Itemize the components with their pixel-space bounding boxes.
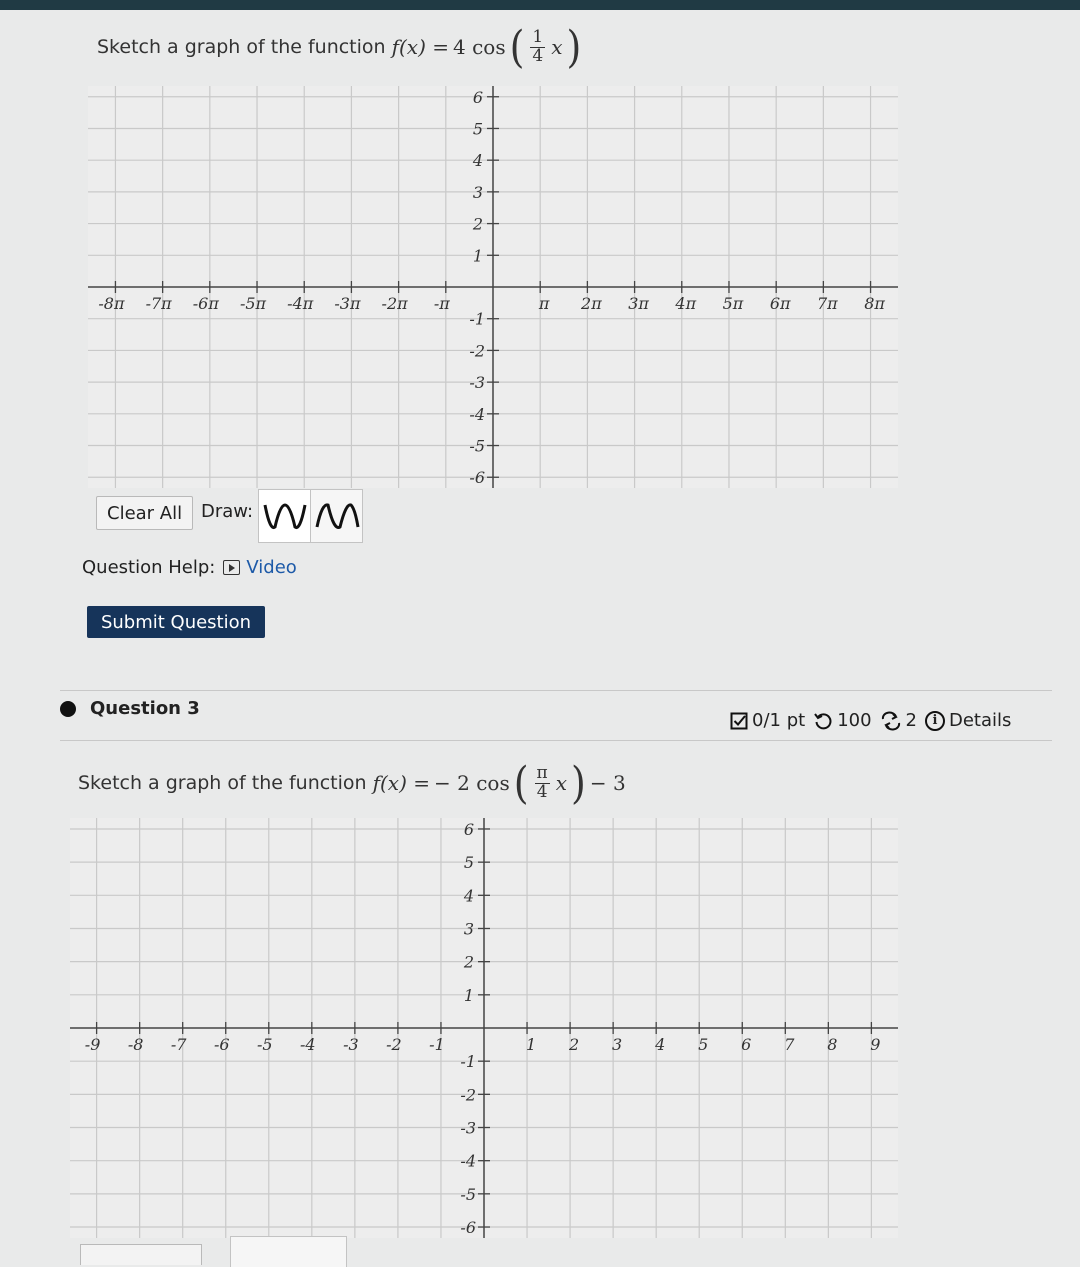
x-tick-label: -1 (429, 1035, 445, 1054)
submit-question-button[interactable]: Submit Question (87, 606, 265, 638)
help-label: Question Help: (82, 557, 216, 578)
cosine-wave-tool[interactable] (311, 490, 362, 542)
retry-icon (813, 711, 833, 731)
status-dot-icon (60, 701, 76, 717)
divider (60, 740, 1052, 741)
x-tick-label: -2 (386, 1035, 402, 1054)
x-tick-label: 2π (581, 294, 602, 313)
points-badge: 0/1 pt (730, 710, 805, 731)
y-tick-label: -6 (469, 468, 485, 488)
video-label: Video (246, 557, 297, 578)
details-link[interactable]: i Details (925, 710, 1011, 731)
x-tick-label: 9 (870, 1035, 881, 1054)
x-tick-label: 8π (864, 294, 885, 313)
x-tick-label: 5 (698, 1035, 709, 1054)
question-meta (730, 710, 1011, 731)
y-tick-label: 1 (472, 246, 483, 266)
graph-canvas[interactable] (88, 86, 898, 488)
draw-label: Draw: (201, 501, 254, 522)
x-tick-label: -8 (127, 1035, 144, 1054)
question-2-prompt (97, 21, 582, 73)
x-tick-label: 3π (628, 294, 649, 313)
fraction-numerator: 1 (532, 26, 544, 47)
x-tick-label: -9 (84, 1035, 101, 1054)
y-tick-label: 3 (463, 919, 474, 939)
draw-tools-partial (230, 1236, 347, 1267)
y-tick-label: 6 (463, 819, 474, 839)
function-constant: − 3 (589, 771, 626, 795)
x-tick-label: -6π (192, 294, 219, 313)
prompt-text: Sketch a graph of the function (97, 36, 386, 58)
x-tick-label: 2 (568, 1035, 580, 1054)
y-tick-label: -5 (460, 1184, 476, 1204)
x-tick-label: -2π (381, 294, 408, 313)
clear-all-button[interactable]: Clear All (96, 496, 193, 530)
function-coefficient: − 2 cos (434, 771, 510, 795)
fraction-denominator: 4 (536, 781, 548, 802)
retries-badge: 100 (813, 710, 871, 731)
y-tick-label: -1 (469, 309, 485, 329)
attempts-icon (880, 711, 902, 731)
function-variable: x (555, 771, 567, 795)
y-tick-label: 5 (463, 853, 474, 873)
graph-question-3[interactable] (70, 818, 898, 1238)
x-tick-label: -4 (300, 1035, 316, 1054)
cosine-wave-icon (314, 497, 360, 535)
attempts-badge: 2 (880, 710, 917, 731)
question-help (82, 557, 297, 578)
x-tick-label: -5 (256, 1035, 273, 1054)
x-tick-label: -6 (213, 1035, 230, 1054)
question-3-header (60, 698, 200, 719)
prompt-text: Sketch a graph of the function (78, 772, 367, 794)
function-expression: f(x) = 4 cos ( $\frac{1}{4}$ x ) (391, 21, 582, 73)
clear-all-button-partial[interactable] (80, 1244, 202, 1265)
sine-wave-tool[interactable] (259, 490, 311, 542)
y-tick-label: -2 (469, 341, 485, 361)
x-tick-label: 4π (675, 294, 697, 313)
y-tick-label: 2 (463, 952, 474, 972)
fraction-numerator: π (536, 762, 548, 783)
draw-tools (258, 489, 363, 543)
top-bar (0, 0, 1080, 10)
y-tick-label: -6 (460, 1218, 476, 1238)
y-tick-label: -4 (460, 1151, 476, 1171)
x-tick-label: -3π (334, 294, 361, 313)
y-tick-label: -1 (460, 1052, 476, 1072)
y-tick-label: -2 (460, 1085, 476, 1105)
y-tick-label: 1 (463, 985, 474, 1005)
y-tick-label: -4 (469, 404, 485, 424)
x-tick-label: 8 (827, 1035, 838, 1054)
fraction-denominator: 4 (532, 45, 544, 66)
graph-question-2[interactable] (88, 86, 898, 488)
x-tick-label: -7π (145, 294, 172, 313)
divider (60, 690, 1052, 691)
sine-wave-icon (262, 497, 308, 535)
question-3-title: Question 3 (90, 698, 200, 719)
x-tick-label: 6 (741, 1035, 752, 1054)
x-tick-label: -5π (239, 294, 267, 313)
y-tick-label: -5 (469, 436, 485, 456)
x-tick-label: 7π (817, 294, 838, 313)
y-tick-label: 4 (472, 151, 483, 171)
x-tick-label: 3 (612, 1035, 623, 1054)
x-tick-label: 6π (769, 294, 791, 313)
x-tick-label: 7 (784, 1035, 795, 1054)
question-3-prompt (78, 757, 626, 809)
function-variable: x (551, 35, 563, 59)
video-icon (223, 560, 240, 575)
video-link[interactable] (223, 557, 296, 578)
x-tick-label: 5π (722, 294, 744, 313)
graph-canvas[interactable] (70, 818, 898, 1238)
info-icon: i (925, 711, 945, 731)
y-tick-label: 3 (472, 182, 483, 202)
checkbox-icon (730, 712, 748, 730)
function-expression: f(x) = − 2 cos ( $\frac{\pi}{4}$ x ) − 3 (372, 757, 626, 809)
y-tick-label: 5 (472, 119, 483, 139)
y-tick-label: 2 (472, 214, 483, 234)
function-lhs: f(x) = (372, 771, 430, 795)
function-lhs: f(x) = (391, 35, 449, 59)
x-tick-label: 1 (525, 1035, 537, 1054)
y-tick-label: -3 (469, 373, 485, 393)
x-tick-label: -8π (98, 294, 125, 313)
y-tick-label: -3 (460, 1118, 476, 1138)
x-tick-label: -7 (170, 1035, 187, 1054)
x-tick-label: 4 (655, 1035, 666, 1054)
x-tick-label: -3 (343, 1035, 359, 1054)
y-tick-label: 6 (472, 87, 483, 107)
y-tick-label: 4 (463, 886, 474, 906)
x-tick-label: π (538, 294, 550, 313)
function-coefficient: 4 cos (453, 35, 506, 59)
x-tick-label: -π (433, 294, 450, 313)
x-tick-label: -4π (287, 294, 314, 313)
